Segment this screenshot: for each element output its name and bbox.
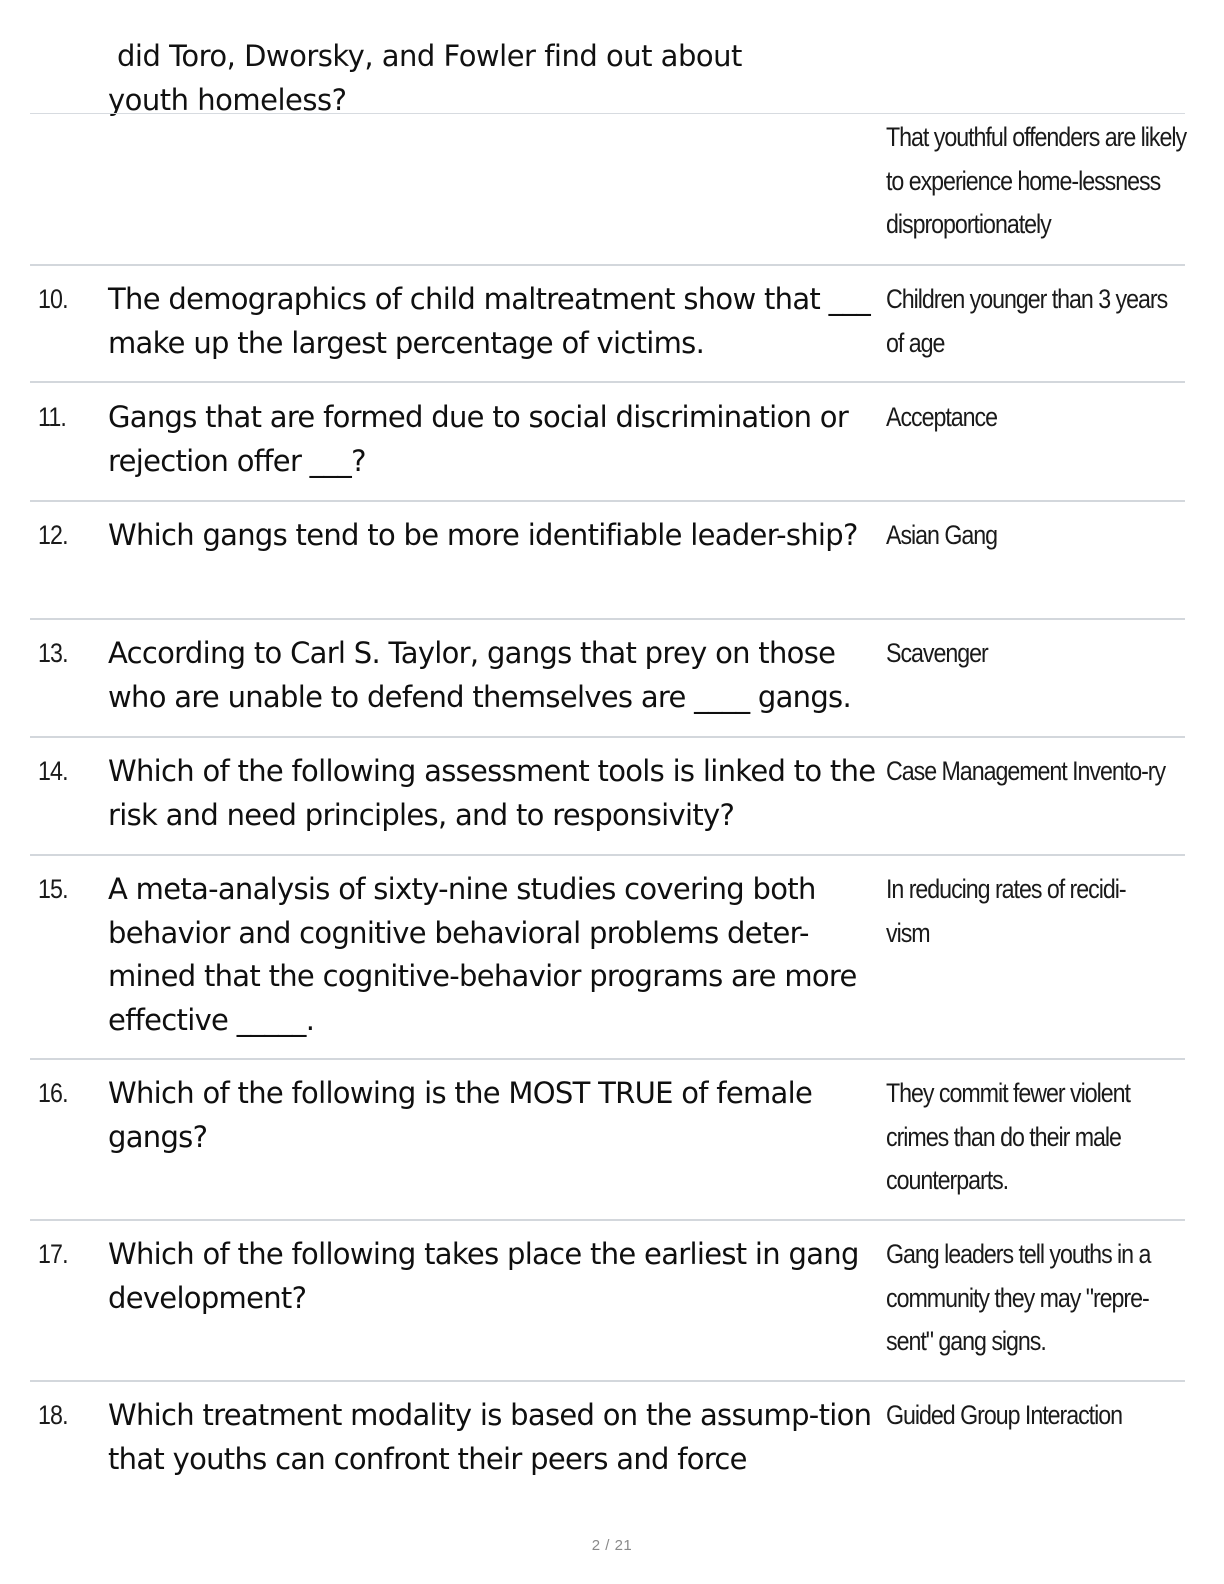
row-divider: [30, 1219, 1185, 1221]
question-text: According to Carl S. Taylor, gangs that prey on those who are unable to defend themselves are ____ gangs.: [108, 636, 851, 714]
row-divider: [30, 618, 1185, 620]
question-number: 10.: [38, 284, 68, 314]
question-number: 17.: [38, 1239, 68, 1269]
row-divider: [30, 1058, 1185, 1060]
continued-question-text: [108, 34, 868, 122]
question-answer: Asian Gang: [886, 520, 998, 550]
row-divider: [30, 264, 1185, 266]
continued-question-line-2: youth homeless?: [108, 83, 347, 117]
page-indicator: 2 / 21: [591, 1537, 633, 1554]
question-number: 15.: [38, 874, 68, 904]
question-text: Which treatment modality is based on the assump-tion that youths can confront their peers and force: [108, 1398, 872, 1476]
row-divider: [30, 854, 1185, 856]
row-divider: [30, 381, 1185, 383]
continued-question-line-1: did Toro, Dworsky, and Fowler find out about: [117, 39, 742, 73]
question-number: 12.: [38, 520, 68, 550]
question-answer: Children younger than 3 years of age: [886, 284, 1168, 358]
row-divider: [30, 1380, 1185, 1382]
question-text: The demographics of child maltreatment show that ___ make up the largest percentage of victims.: [108, 282, 871, 360]
question-text: Which of the following takes place the earliest in gang development?: [108, 1237, 859, 1315]
question-number: 11.: [38, 402, 66, 432]
question-answer: They commit fewer violent crimes than do their male counterparts.: [886, 1078, 1130, 1195]
question-number: 18.: [38, 1400, 68, 1430]
question-text: Which gangs tend to be more identifiable leader-ship?: [108, 518, 858, 552]
question-number: 14.: [38, 756, 68, 786]
question-number: 13.: [38, 638, 68, 668]
question-text: Which of the following assessment tools is linked to the risk and need principles, and to responsivity?: [108, 754, 876, 832]
question-text: A meta-analysis of sixty-nine studies covering both behavior and cognitive behavioral problems deter-mined that the cognitive-behavior programs are more effective _____.: [108, 872, 857, 1037]
question-answer: Guided Group Interaction: [886, 1400, 1122, 1430]
row-divider: [30, 736, 1185, 738]
question-answer: In reducing rates of recidi-vism: [886, 874, 1126, 948]
row-divider: [30, 500, 1185, 502]
question-answer: Scavenger: [886, 638, 988, 668]
question-number: 16.: [38, 1078, 68, 1108]
question-answer: Acceptance: [886, 402, 998, 432]
row-divider: [30, 113, 1185, 114]
question-answer: Gang leaders tell youths in a community they may "repre-sent" gang signs.: [886, 1239, 1151, 1356]
question-answer: Case Management Invento-ry: [886, 756, 1166, 786]
continued-question-answer: That youthful offenders are likely to experience home-lessness disproportionately: [886, 122, 1187, 239]
question-text: Which of the following is the MOST TRUE of female gangs?: [108, 1076, 813, 1154]
question-text: Gangs that are formed due to social discrimination or rejection offer ___?: [108, 400, 849, 478]
